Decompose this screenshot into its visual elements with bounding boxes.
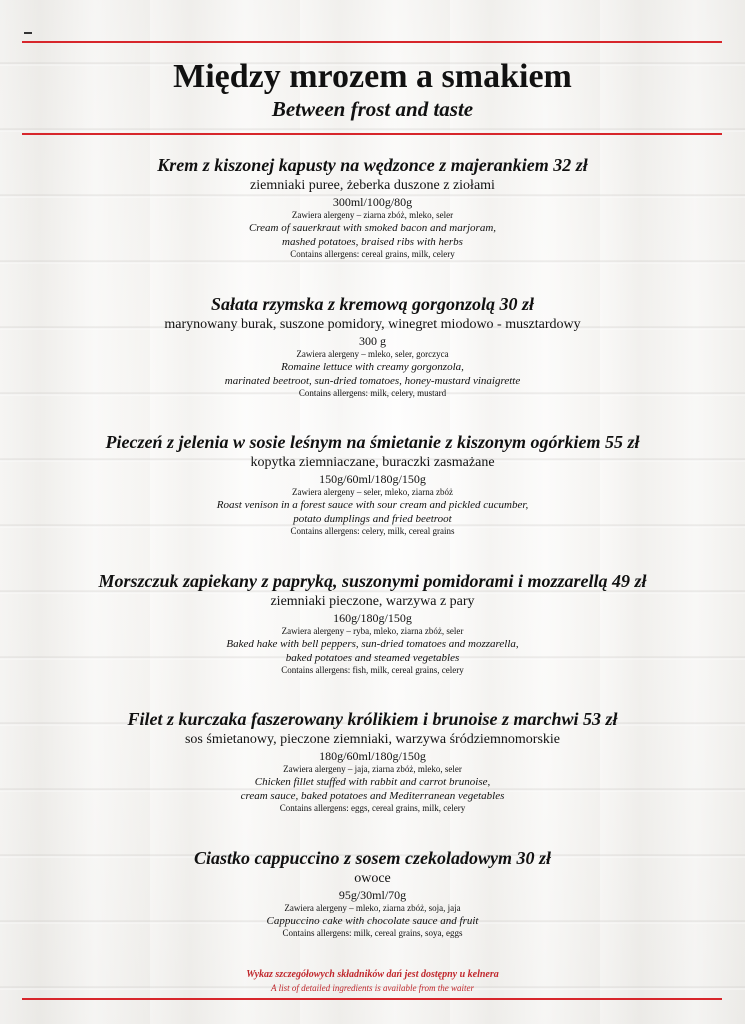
dish-portion: 150g/60ml/180g/150g [319,472,426,486]
menu-item-romaine-salad [0,292,745,431]
footer-note-en: A list of detailed ingredients is available from the waiter [271,983,474,993]
menu-footer [0,968,745,994]
dish-allergens-pl: Zawiera alergeny – ziarna zbóż, mleko, seler [291,210,454,220]
dish-name: Krem z kiszonej kapusty na wędzonce z majerankiem 32 zł [157,155,588,175]
dish-allergens-en: Contains allergens: cereal grains, milk, celery [290,249,455,259]
dish-allergens-en: Contains allergens: fish, milk, cereal grains, celery [281,664,464,675]
dish-sides: sos śmietanowy, pieczone ziemniaki, warzywa śródziemnomorskie [184,732,561,747]
dish-sides: kopytka ziemniaczane, buraczki zasmażane [250,455,495,470]
dish-allergens-pl: Zawiera alergeny – mleko, seler, gorczyca [296,348,449,359]
dish-description-en-2: mashed potatoes, braised ribs with herbs [282,236,463,248]
dish-allergens-pl: Zawiera alergeny – mleko, ziarna zbóż, soja, jaja [284,902,461,913]
dish-name: Pieczeń z jelenia w sosie leśnym na śmietanie z kiszonym ogórkiem 55 zł [105,432,640,452]
menu-list [0,153,745,984]
menu-item-sauerkraut-soup [0,153,745,292]
dish-allergens-en: Contains allergens: milk, cereal grains, soya, eggs [282,927,463,938]
dish-description-en: Cream of sauerkraut with smoked bacon and marjoram, [248,222,497,234]
dish-allergens-en: Contains allergens: milk, celery, mustard [298,387,447,398]
dish-name: Filet z kurczaka faszerowany królikiem i brunoise z marchwi 53 zł [127,709,618,729]
header-divider [22,133,722,135]
dish-allergens-en: Contains allergens: celery, milk, cereal grains [290,526,455,536]
dish-description-en-2: marinated beetroot, sun-dried tomatoes, honey-mustard vinaigrette [224,374,521,387]
dish-sides: owoce [354,870,391,886]
dish-portion: 300 g [359,333,386,348]
dish-portion: 180g/60ml/180g/150g [319,749,426,763]
menu-header [0,58,745,122]
dish-allergens-pl: Zawiera alergeny – seler, mleko, ziarna zbóż [292,487,453,497]
dish-description-en: Baked hake with bell peppers, sun-dried tomatoes and mozzarella, [226,637,519,650]
dish-portion: 95g/30ml/70g [338,887,407,902]
page-subtitle: Between frost and taste [271,97,474,121]
dish-description-en-2: cream sauce, baked potatoes and Mediterranean vegetables [240,790,505,802]
footer-note-pl: Wykaz szczegółowych składników dań jest dostępny u kelnera [246,969,499,980]
corner-mark [24,32,32,34]
dish-description-en: Cappuccino cake with chocolate sauce and fruit [266,914,479,927]
dish-description-en: Chicken fillet stuffed with rabbit and carrot brunoise, [254,776,491,788]
dish-description-en-2: baked potatoes and steamed vegetables [285,651,460,664]
dish-sides: ziemniaki pieczone, warzywa z pary [270,593,475,609]
top-divider [22,41,722,43]
dish-description-en: Romaine lettuce with creamy gorgonzola, [281,360,464,373]
menu-item-roast-venison [0,430,745,569]
dish-description-en-2: potato dumplings and fried beetroot [293,513,452,525]
menu-item-cappuccino-cake [0,846,745,985]
dish-allergens-pl: Zawiera alergeny – ryba, mleko, ziarna zbóż, seler [281,625,464,636]
dish-portion: 300ml/100g/80g [332,195,413,209]
dish-name: Ciastko cappuccino z sosem czekoladowym 30 zł [194,847,551,868]
dish-description-en: Roast venison in a forest sauce with sour cream and pickled cucumber, [216,499,529,511]
menu-item-baked-hake [0,569,745,708]
dish-sides: marynowany burak, suszone pomidory, winegret miodowo - musztardowy [164,316,581,332]
dish-name: Morszczuk zapiekany z papryką, suszonymi pomidorami i mozzarellą 49 zł [98,570,647,591]
dish-sides: ziemniaki puree, żeberka duszone z ziołami [250,178,495,193]
page-title: Między mrozem a smakiem [173,58,572,95]
dish-name: Sałata rzymska z kremową gorgonzolą 30 zł [210,293,535,314]
dish-allergens-pl: Zawiera alergeny – jaja, ziarna zbóż, mleko, seler [283,764,462,774]
dish-allergens-en: Contains allergens: eggs, cereal grains, milk, celery [279,803,466,813]
menu-item-chicken-fillet [0,707,745,846]
bottom-divider [22,998,722,1000]
dish-portion: 160g/180g/150g [333,610,412,625]
